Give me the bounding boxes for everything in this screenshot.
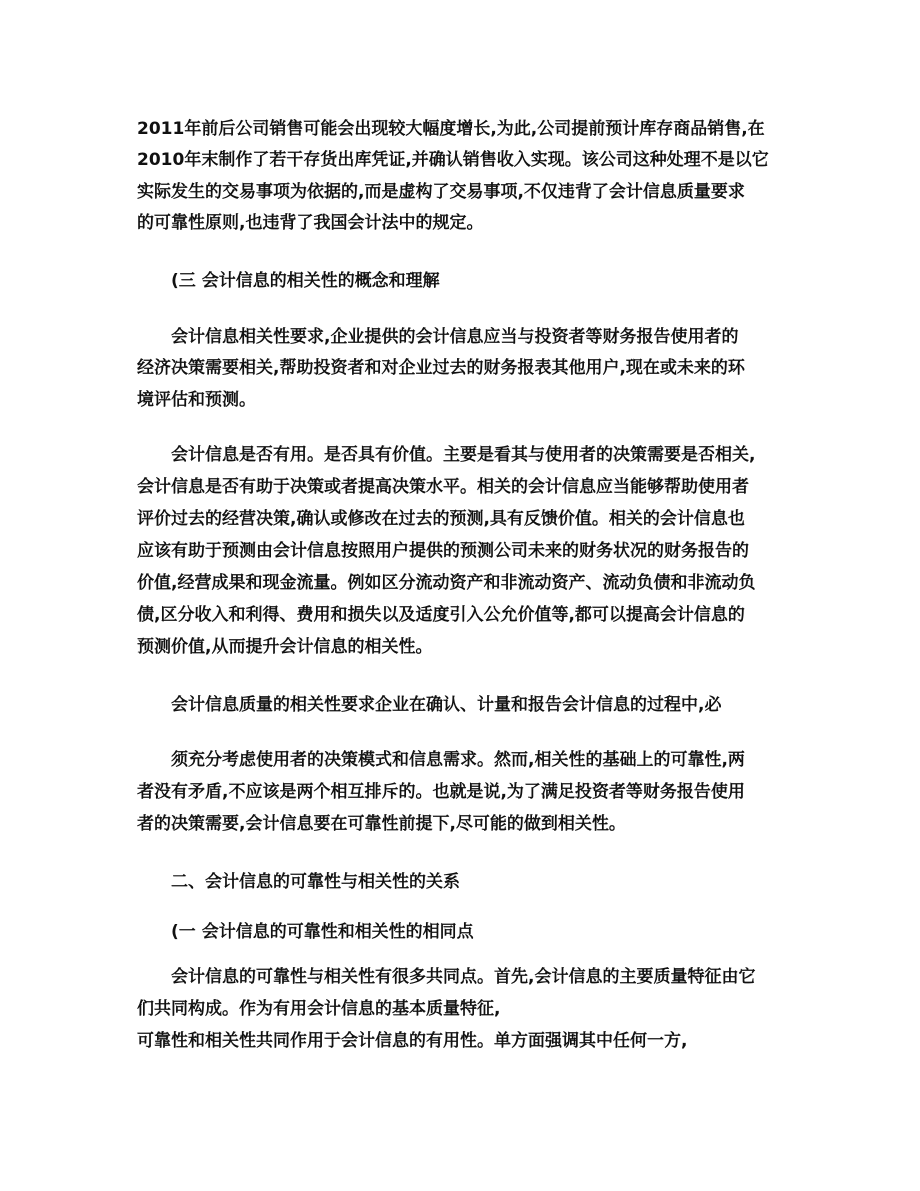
text-line: 2011年前后公司销售可能会出现较大幅度增长,为此,公司提前预计库存商品销售,在 xyxy=(137,119,765,139)
text-line: 境评估和预测。 xyxy=(137,390,256,410)
text-line: 可靠性和相关性共同作用于会计信息的有用性。单方面强调其中任何一方, xyxy=(137,1031,688,1051)
text-line: 债,区分收入和利得、费用和损失以及适度引入公允价值等,都可以提高会计信息的 xyxy=(137,605,745,625)
text-line: 的可靠性原则,也违背了我国会计法中的规定。 xyxy=(137,213,484,233)
text-line: 应该有助于预测由会计信息按照用户提供的预测公司未来的财务状况的财务报告的 xyxy=(137,541,749,561)
text-line: 会计信息的可靠性与相关性有很多共同点。首先,会计信息的主要质量特征由它 xyxy=(171,967,756,987)
text-line: 须充分考虑使用者的决策模式和信息需求。然而,相关性的基础上的可靠性,两 xyxy=(171,750,745,770)
text-line: 会计信息质量的相关性要求企业在确认、计量和报告会计信息的过程中,必 xyxy=(171,695,722,715)
text-line: 实际发生的交易事项为依据的,而是虚构了交易事项,不仅违背了会计信息质量要求 xyxy=(137,182,745,202)
text-line: 评价过去的经营决策,确认或修改在过去的预测,具有反馈价值。相关的会计信息也 xyxy=(137,509,745,529)
text-line: 经济决策需要相关,帮助投资者和对企业过去的财务报表其他用户,现在或未来的环 xyxy=(137,358,745,378)
text-line: 价值,经营成果和现金流量。例如区分流动资产和非流动资产、流动负债和非流动负 xyxy=(137,573,756,593)
section-heading: 二、会计信息的可靠性与相关性的关系 xyxy=(171,872,460,892)
text-line: 预测价值,从而提升会计信息的相关性。 xyxy=(137,637,433,657)
text-line: 者没有矛盾,不应该是两个相互排斥的。也就是说,为了满足投资者等财务报告使用 xyxy=(137,782,745,802)
section-heading: (三 会计信息的相关性的概念和理解 xyxy=(171,271,440,291)
text-line: 会计信息是否有用。是否具有价值。主要是看其与使用者的决策需要是否相关, xyxy=(171,445,756,465)
text-line: 会计信息相关性要求,企业提供的会计信息应当与投资者等财务报告使用者的 xyxy=(171,327,739,347)
text-line: 们共同构成。作为有用会计信息的基本质量特征, xyxy=(137,999,501,1019)
text-line: 会计信息是否有助于决策或者提高决策水平。相关的会计信息应当能够帮助使用者 xyxy=(137,477,749,497)
subsection-heading: (一 会计信息的可靠性和相关性的相同点 xyxy=(171,922,474,942)
text-line: 2010年末制作了若干存货出库凭证,并确认销售收入实现。该公司这种处理不是以它 xyxy=(137,150,769,170)
text-line: 者的决策需要,会计信息要在可靠性前提下,尽可能的做到相关性。 xyxy=(137,814,626,834)
